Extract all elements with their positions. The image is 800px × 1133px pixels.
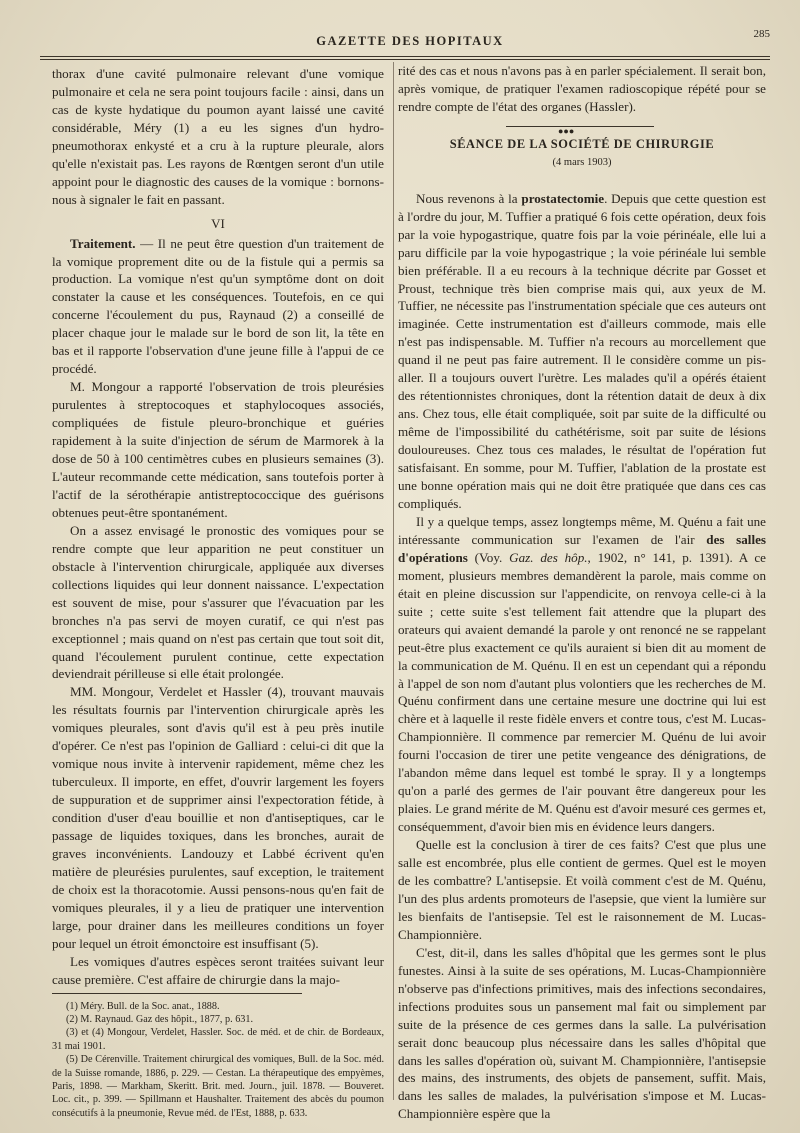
right-paragraph-salles: Il y a quelque temps, assez longtemps même, M. Quénu a fait une intéressante communication sur l'examen de l'air des salles d'opérations (Voy. Gaz. des hôp., 1902, n° 141, p. 1391). A ce moment, plusieurs membres demandèrent la parole, mais comme on était en pleine discussion sur l'appendicite, on renvoya celle-ci à la suite ; cette suite s'est tellement fait attendre que la plupart des orateurs qui avaient demandé la parole y ont renoncé ne se rappelant peut-être plus exactement ce qu'ils auraient si bien dit au moment de la communication de M. Quénu. Il en est un cependant qui a répondu à l'appel de son nom d'autant plus volontiers que les recherches de M. Quénu confirment dans une certaine mesure une doctrine qui lui est chère et à laquelle il reste fidèle envers et contre tous, c'est M. Lucas-Championnière. Il commence par remercier M. Quénu de lui avoir fourni l'occasion de tirer une petite vengeance des dénigrations, de l'abandon même dans lequel est tombé le spray. Il y a longtemps qu'on a parlé des germes de l'air pouvant être dangereux pour les plaies. Le grand mérite de M. Quénu est d'avoir mesuré ces germes et, conséquemment, d'avoir bien mis en évidence leurs dangers.	[398, 513, 766, 835]
right-paragraph-1: rité des cas et nous n'avons pas à en parler spécialement. Il serait bon, après vomique, de pratiquer l'examen radioscopique répété pour se rendre compte de l'état des organes (Hassler).	[398, 63, 766, 114]
left-paragraph-5: MM. Mongour, Verdelet et Hassler (4), trouvant mauvais les résultats fournis par l'intervention chirurgicale après les vomiques pleurales, sont d'avis qu'il est à peu près inutile d'opérer. Ce n'est pas l'opinion de Galliard : celui-ci dit que la vomique nous invite à intervenir rapidement, même chez les tuberculeux. Il importe, en effet, d'ouvrir largement les foyers de suppuration et de supprimer ainsi l'expectoration fétide, à condition d'user d'eau bouillie et non d'antiseptiques, car le passage de liquides toxiques, dans les bronches, aurait de graves inconvénients. Landouzy et Labbé écrivent qu'en matière de pleurésies purulentes, sauf exception, le traitement de choix est la thoracotomie. Aussi pensons-nous qu'en fait de vomiques pleurales, il y a lieu de pratiquer une intervention large, pour drainer dans les meilleures conditions un foyer pour lequel un étroit émonctoire est insuffisant (5).	[52, 684, 384, 951]
right-paragraph-prostatectomie: Nous revenons à la prostatectomie. Depuis que cette question est à l'ordre du jour, M. Tuffier a pratiqué 6 fois cette opération, deux fois par la voie hypogastrique, quatre fois par la voie périnéale, elle lui a paru difficile par la voie hypogastrique ; la voie périnéale lui semble bien préférable. Il a eu recours à la technique décrite par Gosset et Proust, technique très bien comprise mais qui, aux yeux de M. Tuffier, ne nécessite pas l'instrumentation spéciale que ces auteurs ont imaginée. Cette instrumentation est d'ailleurs commode, mais elle n'est pas indispensable. M. Tuffier n'a recours au morcellement que quand il ne peut pas faire autrement. Il le considère comme un pis-aller. Il a toujours ouvert l'urètre. Les malades qu'il a opérés étaient des rétentionnistes chroniques, dont la rétention datait de deux à dix ans. Chez tous, elle était compliquée, soit par suite de la difficulté ou même de l'impossibilité du cathétérisme, soit par suite de lésions douloureuses. Chez tous ces malades, le résultat de l'opération fut satisfaisant. En somme, pour M. Tuffier, l'ablation de la prostate est une bonne opération mais qui ne doit être pratiquée que dans ces cas compliqués.	[398, 190, 766, 511]
left-column	[52, 65, 384, 1120]
keyword-salles-operations: des salles d'opérations	[398, 531, 766, 565]
section-title: SÉANCE DE LA SOCIÉTÉ DE CHIRURGIE	[449, 136, 715, 151]
section-date: (4 mars 1903)	[552, 156, 612, 168]
right-paragraph-5: C'est, dit-il, dans les salles d'hôpital que les germes sont le plus funestes. Ainsi à la suite de ses opérations, M. Lucas-Championnière n'observe pas d'infections primitives, mais des infections secondaires, infections produites sous un pansement mal fait ou simplement par suite de la présence de ces germes dans la salle. La pulvérisation serait donc beaucoup plus nécessaire dans les salles d'hôpital que dans les salles d'opération où, suivant M. Championnière, l'antisepsie des mains, des instruments, des objets de pansement, suffit. Mais, dans les salles de malades, la pulvérisation s'impose et M. Lucas-Championnière espère que la	[398, 944, 766, 1122]
page-header	[50, 28, 770, 54]
keyword-prostatectomie: prostatectomie	[521, 190, 605, 206]
traitement-text: — Il ne peut être question d'un traitement de la vomique proprement dite ou de la fistule qui a permis sa production. La vomique n'est qu'un symptôme dont on doit constater la cause et les conséquences. Toutefois, en ce qui concerne l'écoulement du pus, Raynaud (2) a conseillé de placer chaque jour le malade sur le bord de son lit, la tête en bas et il rapporte l'observation d'une jeune fille à l'appui de ce procédé.	[52, 235, 384, 377]
footnote-5: (5) De Cérenville. Traitement chirurgical des vomiques, Bull. de la Soc. méd. de la Suisse romande, 1886, p. 229. — Cestan. La thérapeutique des empyèmes, Paris, 1898. — Markham, Skeritt. Brit. med. Journ., juil. 1878. — Bouveret. Loc. cit., p. 399. — Spillmann et Haushalter. Traitement des abcès du poumon consécutifs à la pneumonie, Revue méd. de l'Est, 1888, p. 633.	[52, 1054, 384, 1119]
page-number: 285	[753, 28, 770, 40]
journal-title: GAZETTE DES HOPITAUX	[316, 34, 504, 48]
section-number: VI	[211, 215, 225, 231]
footnotes	[52, 1000, 384, 1121]
left-paragraph-4: On a assez envisagé le pronostic des vomiques pour se rendre compte que leur apparition ne peut constituer un obstacle à l'intervention chirurgicale, appliquée aux diverses collections liquides qui leur donnent naissance. L'expectation est souvent de mise, pour s'assurer que l'évacuation par les bronches n'a pas servi de moyen curatif, ce qui n'est pas exceptionnel ; mais quand on n'est pas certain que tout soit dit, quand l'écoulement purulent continue, cette expectation deviendrait périlleuse si elle était prolongée.	[52, 522, 384, 682]
citation-journal: Gaz. des hôp.	[509, 549, 588, 565]
section-ornament: ●●●	[398, 122, 766, 132]
header-rule	[40, 56, 770, 57]
right-column	[398, 62, 766, 1123]
footnote-3: (3) et (4) Mongour, Verdelet, Hassler. Soc. de méd. et de chir. de Bordeaux, 31 mai 1901.	[52, 1027, 384, 1052]
right-paragraph-4: Quelle est la conclusion à tirer de ces faits? C'est que plus une salle est encombrée, plus elle contient de germes. Quel est le moyen de les combattre? L'antisepsie. Et voilà comment c'est de M. Quénu, l'un des plus ardents promoteurs de l'asepsie, que vient la lumière sur les bienfaits de l'antisepsie. Tel est le raisonnement de M. Lucas-Championnière.	[398, 837, 766, 942]
runin-heading: Traitement.	[70, 235, 136, 251]
left-paragraph-3: M. Mongour a rapporté l'observation de trois pleurésies purulentes à streptocoques et staphylocoques associés, compliquées de fistule pleuro-bronchique et guéries rapidement à la suite d'injection de sérum de Marmorek à la dose de 50 à 100 centimètres cubes en plusieurs semaines (3). L'auteur recommande cette médication, sans toutefois porter à l'actif de la sérothérapie antistreptococcique des guérisons obtenues peut-être spontanément.	[52, 379, 384, 520]
left-paragraph-1: thorax d'une cavité pulmonaire relevant d'une vomique pulmonaire et cela ne sera point toujours facile : ainsi, dans un cas de kyste hydatique du poumon ayant laissé une cavité considérable, Méry (1) a eu les signes d'un hydro-pneumothorax enkysté et a cru à la rupture pleurale, alors qu'elle n'existait pas. Les rayons de Rœntgen seront d'un utile appoint pour le diagnostic des causes de la vomique : bornons-nous à signaler le fait en passant.	[52, 66, 384, 207]
footnote-rule	[52, 993, 302, 994]
left-paragraph-traitement	[52, 235, 384, 379]
footnote-1: (1) Méry. Bull. de la Soc. anat., 1888.	[66, 1000, 220, 1012]
left-paragraph-6: Les vomiques d'autres espèces seront traitées suivant leur cause première. C'est affaire de chirurgie dans la majo-	[52, 953, 384, 987]
column-divider	[393, 62, 394, 1100]
footnote-2: (2) M. Raynaud. Gaz des hôpit., 1877, p. 631.	[66, 1014, 254, 1026]
header-rule-second	[40, 59, 770, 60]
